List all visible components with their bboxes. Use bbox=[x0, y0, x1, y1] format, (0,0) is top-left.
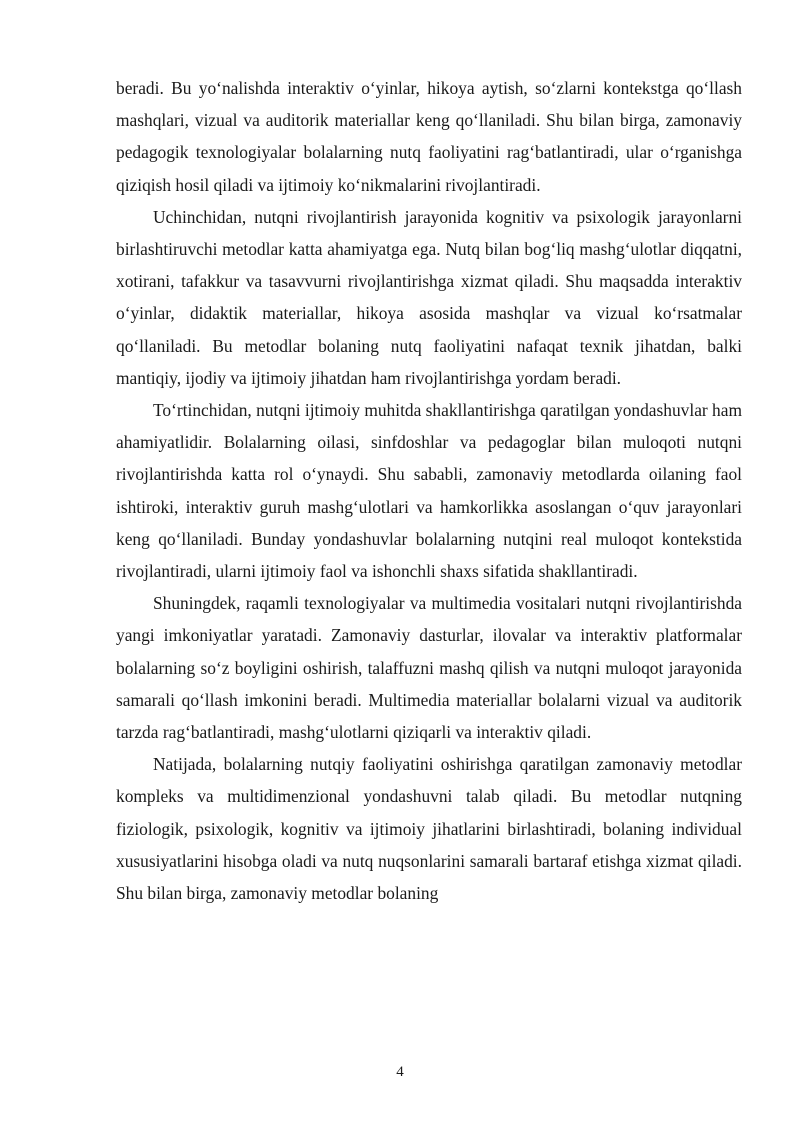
paragraph-conclusion: Natijada, bolalarning nutqiy faoliyatini oshirishga qaratilgan zamonaviy metodlar kompleks va multidimenzional yondashuvni talab qiladi. Bu metodlar nutqning fiziologik, psixologik, kognitiv va ijtimoiy jihatlarini birlashtiradi, bolaning individual xususiyatlarini hisobga oladi va nutq nuqsonlarini samarali bartaraf etishga xizmat qiladi. Shu bilan birga, zamonaviy metodlar bolaning bbox=[116, 754, 742, 904]
document-body bbox=[116, 72, 742, 909]
paragraph-fourth-point: To‘rtinchidan, nutqni ijtimoiy muhitda shakllantirishga qaratilgan yondashuvlar ham ahamiyatlidir. Bolalarning oilasi, sinfdoshlar va pedagoglar bilan muloqoti nutqni rivojlantirishda katta rol o‘ynaydi. Shu sababli, zamonaviy metodlarda oilaning faol ishtiroki, interaktiv guruh mashg‘ulotlari va hamkorlikka asoslangan o‘quv jarayonlari keng qo‘llaniladi. Bunday yondashuvlar bolalarning nutqini real muloqot kontekstida rivojlantiradi, ularni ijtimoiy faol va ishonchli shaxs sifatida shakllantiradi. bbox=[116, 400, 742, 582]
paragraph-third-point: Uchinchidan, nutqni rivojlantirish jarayonida kognitiv va psixologik jarayonlarni birlashtiruvchi metodlar katta ahamiyatga ega. Nutq bilan bog‘liq mashg‘ulotlar diqqatni, xotirani, tafakkur va tasavvurni rivojlantirishga xizmat qiladi. Shu maqsadda interaktiv o‘yinlar, didaktik materiallar, hikoya asosida mashqlar va vizual ko‘rsatmalar qo‘llaniladi. Bu metodlar bolaning nutq faoliyatini nafaqat texnik jihatdan, balki mantiqiy, ijodiy va ijtimoiy jihatdan ham rivojlantirishga yordam beradi. bbox=[116, 206, 742, 388]
page-number: 4 bbox=[396, 1064, 404, 1080]
paragraph-digital-technologies: Shuningdek, raqamli texnologiyalar va multimedia vositalari nutqni rivojlantirishda yangi imkoniyatlar yaratadi. Zamonaviy dasturlar, ilovalar va interaktiv platformalar bolalarning so‘z boyligini oshirish, talaffuzni mashq qilish va nutqni muloqot jarayonida samarali qo‘llash imkonini beradi. Multimedia materiallar bolalarni vizual va auditorik tarzda rag‘batlantiradi, mashg‘ulotlarni qiziqarli va interaktiv qiladi. bbox=[116, 593, 742, 743]
paragraph-continuation: beradi. Bu yo‘nalishda interaktiv o‘yinlar, hikoya aytish, so‘zlarni kontekstga qo‘llash mashqlari, vizual va auditorik materiallar keng qo‘llaniladi. Shu bilan birga, zamonaviy pedagogik texnologiyalar bolalarning nutq faoliyatini rag‘batlantiradi, ular o‘rganishga qiziqish hosil qiladi va ijtimoiy ko‘nikmalarini rivojlantiradi. bbox=[116, 78, 742, 195]
